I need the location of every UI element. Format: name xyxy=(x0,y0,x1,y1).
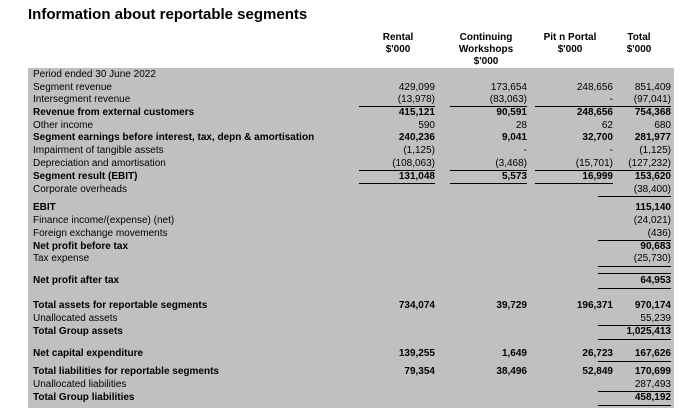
table-row xyxy=(28,158,674,170)
table-row xyxy=(28,228,674,240)
cell-total: (127,232) xyxy=(628,158,671,169)
cell-pit-n-portal: 16,999 xyxy=(582,171,613,182)
column-header-line2: Pit n Portal xyxy=(543,32,597,43)
table-row xyxy=(28,379,674,391)
rule-line xyxy=(598,288,671,289)
column-header-total xyxy=(602,32,676,56)
cell-rental: (1,125) xyxy=(403,145,435,156)
column-header-line2: Rental xyxy=(382,32,414,43)
table-row xyxy=(28,145,674,157)
cell-total: 170,699 xyxy=(634,366,671,377)
cell-workshops: 5,573 xyxy=(501,171,527,182)
cell-workshops: (83,063) xyxy=(489,94,527,105)
cell-total: 55,239 xyxy=(640,313,671,324)
cell-pit-n-portal: - xyxy=(609,145,613,156)
table-row xyxy=(28,241,674,253)
cell-total: (25,730) xyxy=(633,253,671,264)
row-label: Net profit after tax xyxy=(33,275,120,286)
cell-total: (24,021) xyxy=(633,215,671,226)
page-title: Information about reportable segments xyxy=(28,6,308,23)
cell-total: (436) xyxy=(647,228,671,239)
rule-line xyxy=(450,183,527,184)
rule-line xyxy=(598,266,671,267)
cell-total: (97,041) xyxy=(633,94,671,105)
cell-pit-n-portal: 248,656 xyxy=(576,107,613,118)
table-row xyxy=(28,348,674,360)
cell-workshops: 28 xyxy=(515,120,527,131)
rule-line xyxy=(359,183,435,184)
row-label: Segment revenue xyxy=(33,82,112,93)
column-header-line3: $'000 xyxy=(473,56,499,67)
row-label: Period ended 30 June 2022 xyxy=(33,69,156,80)
column-header-line3: $'000 xyxy=(385,44,411,55)
row-label: Total Group liabilities xyxy=(33,392,135,403)
column-header-line2: Total xyxy=(627,32,651,43)
row-label: Unallocated liabilities xyxy=(33,379,127,390)
cell-workshops: 1,649 xyxy=(501,348,527,359)
cell-total: 115,140 xyxy=(635,202,671,213)
cell-workshops: 39,729 xyxy=(496,300,527,311)
column-header-workshops xyxy=(444,32,528,68)
table-row xyxy=(28,300,674,312)
row-label: Net capital expenditure xyxy=(33,348,144,359)
rule-line xyxy=(598,240,671,241)
row-label: Corporate overheads xyxy=(33,184,127,195)
cell-total: (38,400) xyxy=(633,184,671,195)
cell-total: 281,977 xyxy=(634,132,671,143)
row-label: Segment earnings before interest, tax, depn & amortisation xyxy=(33,132,315,143)
cell-rental: (108,063) xyxy=(392,158,435,169)
cell-rental: 131,048 xyxy=(398,171,435,182)
cell-workshops: - xyxy=(523,145,527,156)
table-row xyxy=(28,366,674,378)
rule-line xyxy=(598,339,671,340)
row-label: EBIT xyxy=(33,202,56,213)
rule-line xyxy=(450,170,527,171)
cell-workshops: 9,041 xyxy=(501,132,527,143)
column-header-line3: $'000 xyxy=(626,44,652,55)
cell-rental: 79,354 xyxy=(404,366,435,377)
cell-total: 64,953 xyxy=(640,275,671,286)
table-row xyxy=(28,275,674,287)
cell-pit-n-portal: 248,656 xyxy=(576,82,613,93)
cell-pit-n-portal: 26,723 xyxy=(582,348,613,359)
rule-line xyxy=(598,170,671,171)
table-row xyxy=(28,120,674,132)
rule-line xyxy=(359,170,435,171)
row-label: Depreciation and amortisation xyxy=(33,158,166,169)
row-label: Net profit before tax xyxy=(33,241,129,252)
cell-pit-n-portal: 32,700 xyxy=(582,132,613,143)
row-label: Finance income/(expense) (net) xyxy=(33,215,175,226)
cell-workshops: 38,496 xyxy=(496,366,527,377)
table-row xyxy=(28,215,674,227)
cell-total: 970,174 xyxy=(634,300,671,311)
cell-pit-n-portal: 52,849 xyxy=(582,366,613,377)
cell-rental: 240,236 xyxy=(398,132,435,143)
table-row xyxy=(28,326,674,338)
rule-line xyxy=(535,183,613,184)
rule-line xyxy=(598,391,671,392)
row-label: Unallocated assets xyxy=(33,313,118,324)
cell-total: 167,626 xyxy=(634,348,671,359)
table-row xyxy=(28,202,674,214)
table-row xyxy=(28,313,674,325)
cell-pit-n-portal: 62 xyxy=(601,120,613,131)
cell-rental: 429,099 xyxy=(398,82,435,93)
row-label: Revenue from external customers xyxy=(33,107,195,118)
cell-pit-n-portal: - xyxy=(609,94,613,105)
cell-total: 851,409 xyxy=(634,82,671,93)
rule-line xyxy=(598,106,671,107)
row-label: Total liabilities for reportable segments xyxy=(33,366,219,377)
cell-total: 754,368 xyxy=(634,107,671,118)
rule-line xyxy=(598,273,671,274)
cell-rental: 734,074 xyxy=(398,300,435,311)
cell-total: 458,192 xyxy=(634,392,671,403)
row-label: Total assets for reportable segments xyxy=(33,300,208,311)
table-row xyxy=(28,107,674,119)
cell-rental: (13,978) xyxy=(397,94,435,105)
rule-line xyxy=(598,361,671,362)
column-header-rental xyxy=(358,32,438,56)
column-header-line2: Workshops xyxy=(458,44,514,55)
cell-total: 153,620 xyxy=(634,171,671,182)
table-row xyxy=(28,82,674,94)
table-row xyxy=(28,94,674,106)
row-label: Intersegment revenue xyxy=(33,94,131,105)
cell-total: (1,125) xyxy=(639,145,671,156)
column-header-line3: $'000 xyxy=(557,44,583,55)
rule-line xyxy=(450,106,527,107)
cell-pit-n-portal: (15,701) xyxy=(575,158,613,169)
cell-workshops: (3,468) xyxy=(495,158,527,169)
cell-total: 680 xyxy=(654,120,671,131)
column-header-line1: Continuing xyxy=(459,32,513,43)
cell-total: 287,493 xyxy=(634,379,671,390)
rule-line xyxy=(598,405,671,406)
cell-workshops: 90,591 xyxy=(496,107,527,118)
cell-total: 90,683 xyxy=(640,241,671,252)
cell-rental: 590 xyxy=(418,120,435,131)
table-row xyxy=(28,69,674,81)
row-label: Foreign exchange movements xyxy=(33,228,168,239)
row-label: Segment result (EBIT) xyxy=(33,171,138,182)
table-row xyxy=(28,171,674,183)
table-row xyxy=(28,392,674,404)
rule-line xyxy=(598,196,671,197)
cell-workshops: 173,654 xyxy=(490,82,527,93)
row-label: Total Group assets xyxy=(33,326,123,337)
rule-line xyxy=(598,325,671,326)
table-row xyxy=(28,184,674,196)
table-row xyxy=(28,132,674,144)
cell-total: 1,025,413 xyxy=(626,326,671,337)
column-header-pit-n-portal xyxy=(528,32,612,56)
row-label: Tax expense xyxy=(33,253,90,264)
cell-rental: 415,121 xyxy=(398,107,435,118)
row-label: Impairment of tangible assets xyxy=(33,145,164,156)
cell-pit-n-portal: 196,371 xyxy=(576,300,613,311)
cell-rental: 139,255 xyxy=(398,348,435,359)
row-label: Other income xyxy=(33,120,94,131)
table-row xyxy=(28,253,674,265)
rule-line xyxy=(359,106,435,107)
